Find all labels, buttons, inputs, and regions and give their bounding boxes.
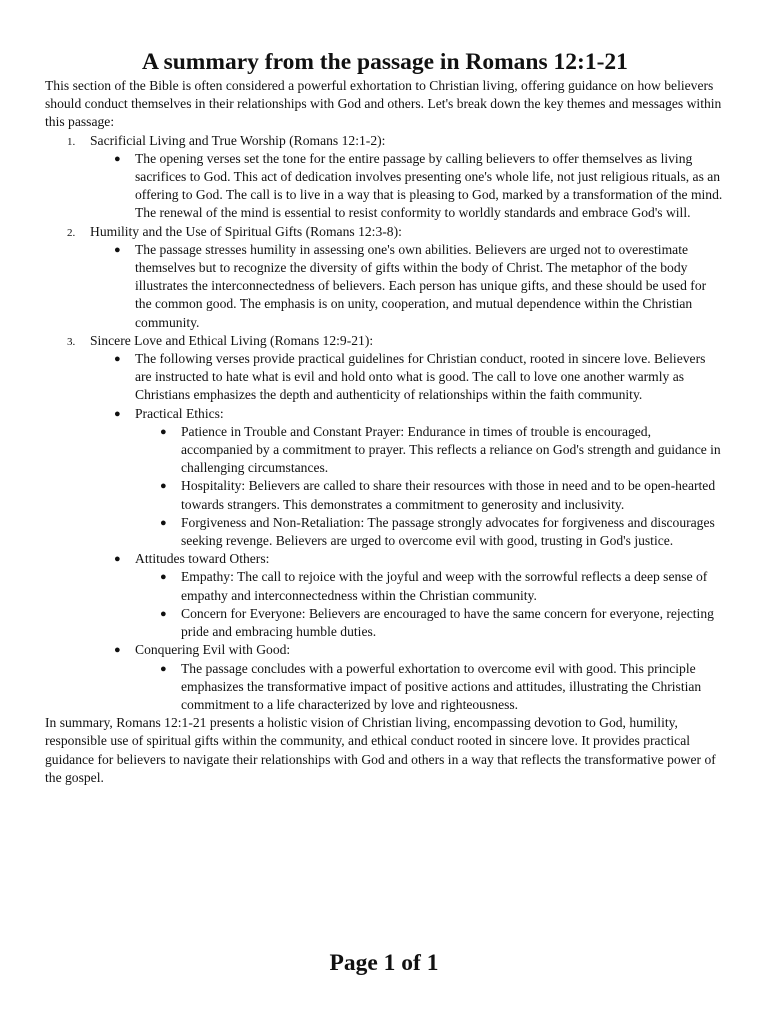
bullet-icon: ● (114, 243, 121, 256)
section-heading: Sacrificial Living and True Worship (Romans 12:1-2): (90, 132, 386, 148)
list-item (90, 150, 725, 223)
bullet-text: The opening verses set the tone for the entire passage by calling believers to offer themselves as living sacrifices to God. This act of dedication involves presenting one's whole life, not just religious rituals, as an offering to God. The call is to live in a way that is pleasing to God, marked by a transformation of the mind. The renewal of the mind is essential to resist conformity to worldly standards and embrace God's will. (135, 150, 723, 221)
section-heading: Sincere Love and Ethical Living (Romans 12:9-21): (90, 332, 374, 348)
sub-bullet-text: Patience in Trouble and Constant Prayer: Endurance in times of trouble is encouraged, accompanied by a commitment to prayer. This reflects a reliance on God's strength and guidance in challenging circumstances. (181, 423, 721, 476)
sub-list-item (135, 514, 725, 550)
bullet-icon: ● (160, 571, 167, 584)
list-item (90, 405, 725, 551)
bullet-icon: ● (114, 353, 121, 366)
section-item (45, 132, 725, 223)
document-page (45, 48, 725, 787)
group-label: Attitudes toward Others: (135, 551, 270, 567)
sub-list-item (135, 423, 725, 478)
section-item (45, 332, 725, 714)
sub-bullet-text: Empathy: The call to rejoice with the joyful and weep with the sorrowful reflects a deep sense of empathy and interconnectedness within the Christian community. (181, 569, 708, 603)
bullet-icon: ● (114, 152, 121, 165)
section-number: 1. (67, 135, 76, 148)
bullet-text: The passage stresses humility in assessing one's own abilities. Believers are urged not to overestimate themselves but to recognize the diversity of gifts within the body of Christ. The metaphor of the body illustrates the interconnectedness of believers. Each person has unique gifts, and these should be used for the common good. The emphasis is on unity, cooperation, and mutual dependence within the Christian community. (135, 241, 707, 330)
sub-list-item (135, 477, 725, 513)
bullet-icon: ● (160, 516, 167, 529)
sub-bullet-text: Concern for Everyone: Believers are encouraged to have the same concern for everyone, rejecting pride and embracing humble duties. (181, 605, 714, 640)
section-list (45, 132, 725, 715)
bullet-icon: ● (160, 425, 167, 438)
list-item (90, 641, 725, 714)
section-item (45, 223, 725, 332)
sub-list-item (135, 605, 725, 641)
bullet-icon: ● (114, 644, 121, 657)
page-title: A summary from the passage in Romans 12:1-21 (142, 49, 628, 75)
group-label: Practical Ethics: (135, 405, 224, 421)
intro-paragraph: This section of the Bible is often considered a powerful exhortation to Christian living, offering guidance on how believers should conduct themselves in their relationships with God and others. Let's break down the key themes and messages within this passage: (45, 78, 722, 130)
bullet-icon: ● (160, 662, 167, 675)
section-heading: Humility and the Use of Spiritual Gifts (Romans 12:3-8): (90, 223, 402, 239)
bullet-icon: ● (160, 480, 167, 493)
group-label: Conquering Evil with Good: (135, 642, 291, 658)
sub-list-item (135, 568, 725, 604)
sub-bullet-text: Forgiveness and Non-Retaliation: The passage strongly advocates for forgiveness and discourages seeking revenge. Believers are urged to overcome evil with good, trusting in God's justice. (181, 514, 715, 549)
list-item (90, 241, 725, 332)
page-footer: Page 1 of 1 (329, 950, 439, 976)
bullet-text: The following verses provide practical guidelines for Christian conduct, rooted in sincere love. Believers are instructed to hate what is evil and hold onto what is good. The call to love one another warmly as Christians emphasizes the depth and authenticity of relationships within the faith community. (135, 351, 706, 403)
section-number: 3. (67, 335, 76, 348)
list-item (90, 350, 725, 405)
bullet-icon: ● (114, 553, 121, 566)
sub-bullet-text: Hospitality: Believers are called to share their resources with those in need and to be open-hearted towards strangers. This demonstrates a commitment to generosity and inclusivity. (181, 478, 716, 512)
bullet-icon: ● (160, 607, 167, 620)
sub-list-item (135, 660, 725, 715)
sub-bullet-text: The passage concludes with a powerful exhortation to overcome evil with good. This principle emphasizes the transformative impact of positive actions and attitudes, illustrating the Christian commitment to a life characterized by love and righteousness. (181, 660, 702, 712)
summary-paragraph: In summary, Romans 12:1-21 presents a holistic vision of Christian living, encompassing devotion to God, humility, responsible use of spiritual gifts within the community, and ethical conduct rooted in sincere love. It provides practical guidance for believers to navigate their relationships with God and others in a way that reflects the transformative power of the gospel. (45, 715, 716, 785)
section-number: 2. (67, 226, 76, 239)
list-item (90, 550, 725, 641)
bullet-icon: ● (114, 407, 121, 420)
